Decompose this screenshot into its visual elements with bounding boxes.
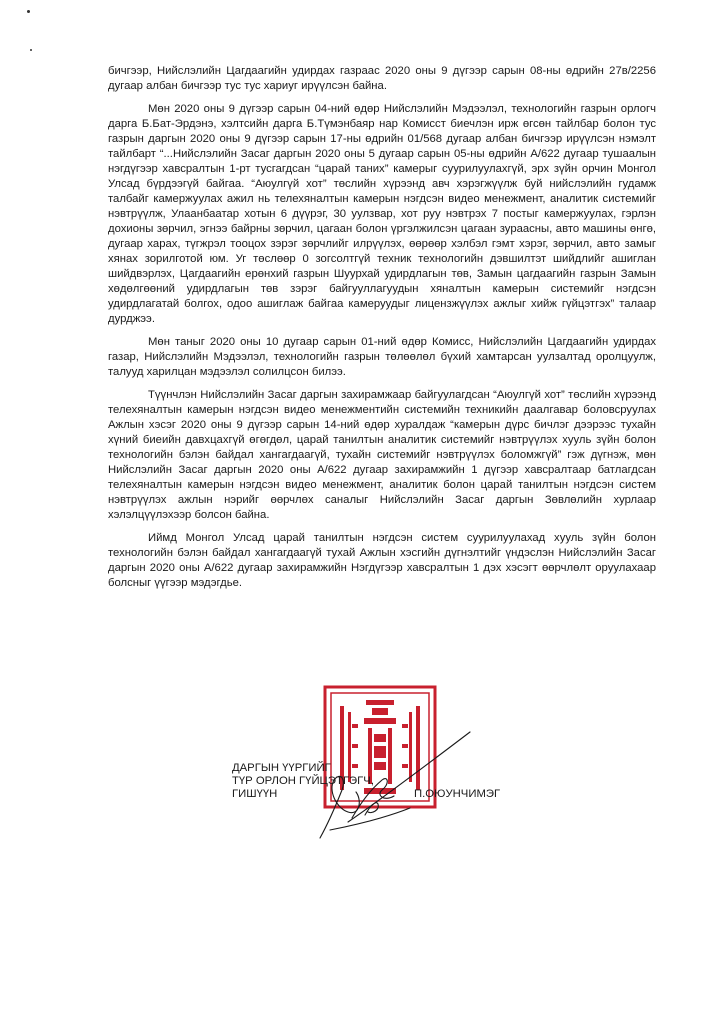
paragraph-continuation: бичгээр, Нийслэлийн Цагдаагийн удирдах газраас 2020 оны 9 дүгээр сарын 08-ны өдрийн 27в/2256 дугаар албан бичгээр тус тус хариуг ирүүлсэн байна.	[108, 65, 656, 92]
scan-speck	[27, 10, 30, 13]
signatory-title-line3: ГИШҮҮН	[232, 788, 278, 800]
paragraph-conclusion: Иймд Монгол Улсад царай танилтын нэгдсэн систем суурилуулахад хууль зүйн болон технологийн бэлэн байдал хангагдаагүй тухай Ажлын хэсгийн дүгнэлтийг үндэслэн Нийслэлийн Засаг даргын 2020 оны А/622 дугаар захирамжийн Нэгдүгээр хавсралтын 1 дэх хэсэгт өөрчлөлт оруулахаар болсныг үүгээр мэдэгдье.	[108, 532, 656, 589]
signature-block	[232, 762, 374, 801]
paragraph-joint-meeting: Мөн таныг 2020 оны 10 дугаар сарын 01-ний өдөр Комисс, Нийслэлийн Цагдаагийн удирдах газар, Нийслэлийн Мэдээлэл, технологийн газрын төлөөлөл бүхий хамтарсан уулзалтад оролцуулж, талууд харилцан мэдээлэл солилцсон билээ.	[108, 336, 656, 378]
document-body	[108, 64, 656, 599]
scan-speck	[30, 49, 32, 51]
signatory-title-line2: ТҮР ОРЛОН ГҮЙЦЭТГЭГЧ,	[232, 775, 374, 787]
paragraph-it-department-explanation: Мөн 2020 оны 9 дүгээр сарын 04-ний өдөр Нийслэлийн Мэдээлэл, технологийн газрын орлогч дарга Б.Бат-Эрдэнэ, хэлтсийн дарга Б.Түмэнбаяр нар Комисст биечлэн ирж өгсөн тайлбар болон тус газрын даргын 2020 оны 9 дүгээр сарын 17-ны өдрийн 01/568 дугаар албан бичгээр ирүүлсэн нэмэлт тайлбарт “...Нийслэлийн Засаг даргын 2020 оны 5 дугаар сарын 05-ны өдрийн А/622 дугаар тушаалын нэгдүгээр хавсралтын 1-рт тусгагдсан “царай таних” камерыг суурилуулахгүй, эрх зүйн орчин Монгол Улсад бүрдээгүй байгаа. “Аюулгүй хот” төслийн хүрээнд авч хэрэгжүүлж буй нийслэлийн гудамж талбайг камержуулах ажил нь телехяналтын камерын нэгдсэн видео менежмент, аналитик системийг нэвтрүүлж, Улаанбаатар хотын 6 дүүрэг, 30 уулзвар, хот руу нэвтрэх 7 постыг камержуулах, гэрлэн дохионы зөрчил, эгнээ байрны зөрчил, цагаан болон үргэлжилсэн цагаан зураасны, авто машины өнгө, дугаар харах, түгжрэл тооцох зэрэг зөрчлийг илрүүлэх, өөрөөр хэлбэл гэмт хэрэг, зөрчил, авто замыг хянах зорилготой юм. Уг төслөөр 0 зогсолтгүй техник технологийн дэвшилтэт шийдлийг ашиглан шийдвэрлэх, Цагдаагийн ерөнхий газрын Шуурхай удирдлагын төв, Замын цагдаагийн газрын Замын хөдөлгөөний удирдлагын төв зэрэг байгууллагуудын хяналтын камерын системийг нэгдсэн удирдлагатай болгох, одоо ашиглаж байгаа камеруудыг лицензжүүлэх ажлыг хийж гүйцэтгэх” талаар дурджээ.	[108, 103, 656, 325]
paragraph-working-group: Түүнчлэн Нийслэлийн Засаг даргын захирамжаар байгуулагдсан “Аюулгүй хот” төслийн хүрээнд телехяналтын камерын нэгдсэн видео менежментийн системийн техникийн даалгавар боловсруулах Ажлын хэсэг 2020 оны 9 дүгээр сарын 14-ний өдөр хуралдаж “камерын дүрс бичлэг дээрээс тухайн хүний биеийн давхцахгүй өгөгдөл, царай танилтын аналитик системийг нэвтрүүлэх хууль зүйн болон технологийн бэлэн байдал хангагдаагүй, тухайн системийг нэвтрүүлэх боломжгүй” гэж дүгнэж, мөн Нийслэлийн Засаг даргын 2020 оны А/622 дугаар захирамжийн 1 дүгээр хавсралтаар батлагдсан телехяналтын камерын нэгдсэн видео менежмент, аналитик болон царай танилтын нэгдсэн систем нэвтрүүлэх ажлын нэрийг өөрчлөх саналыг Нийслэлийн Засаг даргын Зөвлөлийн хурлаар хэлэлцүүлэхээр болсон байна.	[108, 389, 656, 521]
signatory-name: П.ОЮУНЧИМЭГ	[414, 788, 501, 800]
signatory-title-line1: ДАРГЫН ҮҮРГИЙГ	[232, 762, 331, 774]
